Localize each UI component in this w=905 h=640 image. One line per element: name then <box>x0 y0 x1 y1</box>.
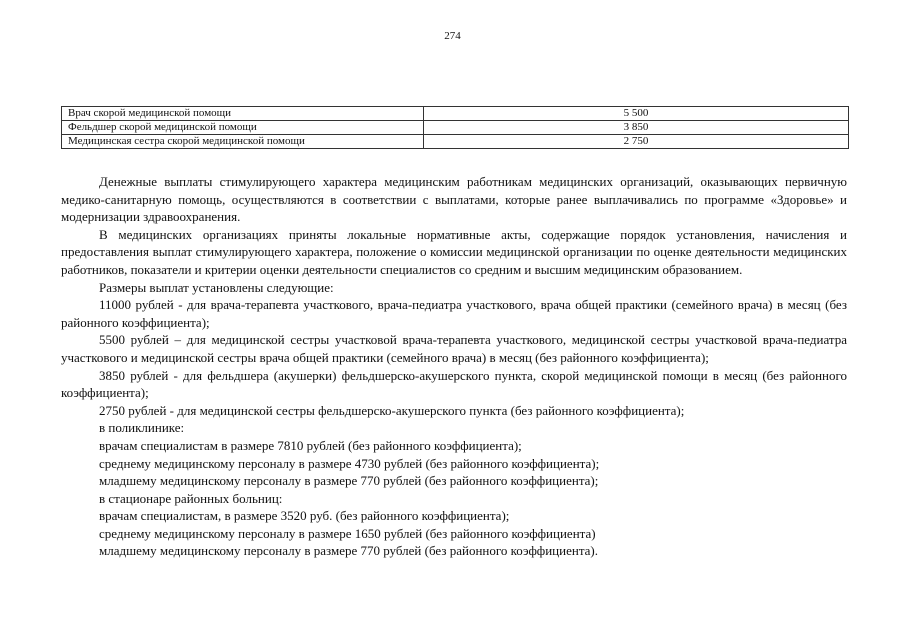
table-cell-position: Врач скорой медицинской помощи <box>62 107 424 121</box>
table-row <box>62 135 849 149</box>
table-cell-amount: 3 850 <box>424 121 849 135</box>
list-item: младшему медицинскому персоналу в размере 770 рублей (без районного коэффициента); <box>99 473 599 489</box>
paragraph: 2750 рублей - для медицинской сестры фельдшерско-акушерского пункта (без районного коэффициента); <box>99 402 685 418</box>
list-heading: в стационаре районных больниц: <box>99 490 283 506</box>
list-heading: в поликлинике: <box>99 420 185 436</box>
table-cell-amount: 2 750 <box>424 135 849 149</box>
paragraph: 3850 рублей - для фельдшера (акушерки) фельдшерско-акушерского пункта, скорой медицинской помощи в месяц (без районного коэффициента); <box>61 367 847 401</box>
list-item: среднему медицинскому персоналу в размере 1650 рублей (без районного коэффициента) <box>99 525 596 541</box>
paragraph: Размеры выплат установлены следующие: <box>99 279 334 295</box>
table-cell-position: Медицинская сестра скорой медицинской помощи <box>62 135 424 149</box>
table-row <box>62 107 849 121</box>
list-item: среднему медицинскому персоналу в размере 4730 рублей (без районного коэффициента); <box>99 455 600 471</box>
paragraph: Денежные выплаты стимулирующего характера медицинским работникам медицинских организаций, оказывающих первичную медико-санитарную помощь, осуществляются в соответствии с выплатами, которые ранее выплачивались по программе «Здоровье» и модернизации здравоохранения. <box>61 174 847 225</box>
payment-table <box>61 106 849 149</box>
table-cell-position: Фельдшер скорой медицинской помощи <box>62 121 424 135</box>
table-row <box>62 121 849 135</box>
table-cell-amount: 5 500 <box>424 107 849 121</box>
list-item: младшему медицинскому персоналу в размере 770 рублей (без районного коэффициента). <box>99 543 599 559</box>
paragraph: 5500 рублей – для медицинской сестры участковой врача-терапевта участкового, медицинской сестры участковой врача-педиатра участкового и медицинской сестры врача общей практики (семейного врача) в месяц (без районного коэффициента); <box>61 332 847 365</box>
paragraph: В медицинских организациях приняты локальные нормативные акты, содержащие порядок установления, начисления и предоставления выплат стимулирующего характера, положение о комиссии медицинской организации по оценке деятельности медицинских работников, показатели и критерии оценки деятельности специалистов со средним и высшим медицинским образованием. <box>61 226 847 277</box>
list-item: врачам специалистам, в размере 3520 руб. (без районного коэффициента); <box>99 508 510 524</box>
list-item: врачам специалистам в размере 7810 рублей (без районного коэффициента); <box>99 437 522 453</box>
page-number: 274 <box>444 30 461 42</box>
paragraph: 11000 рублей - для врача-терапевта участкового, врача-педиатра участкового, врача общей практики (семейного врача) в месяц (без районного коэффициента); <box>61 297 847 330</box>
body-text <box>61 173 847 560</box>
